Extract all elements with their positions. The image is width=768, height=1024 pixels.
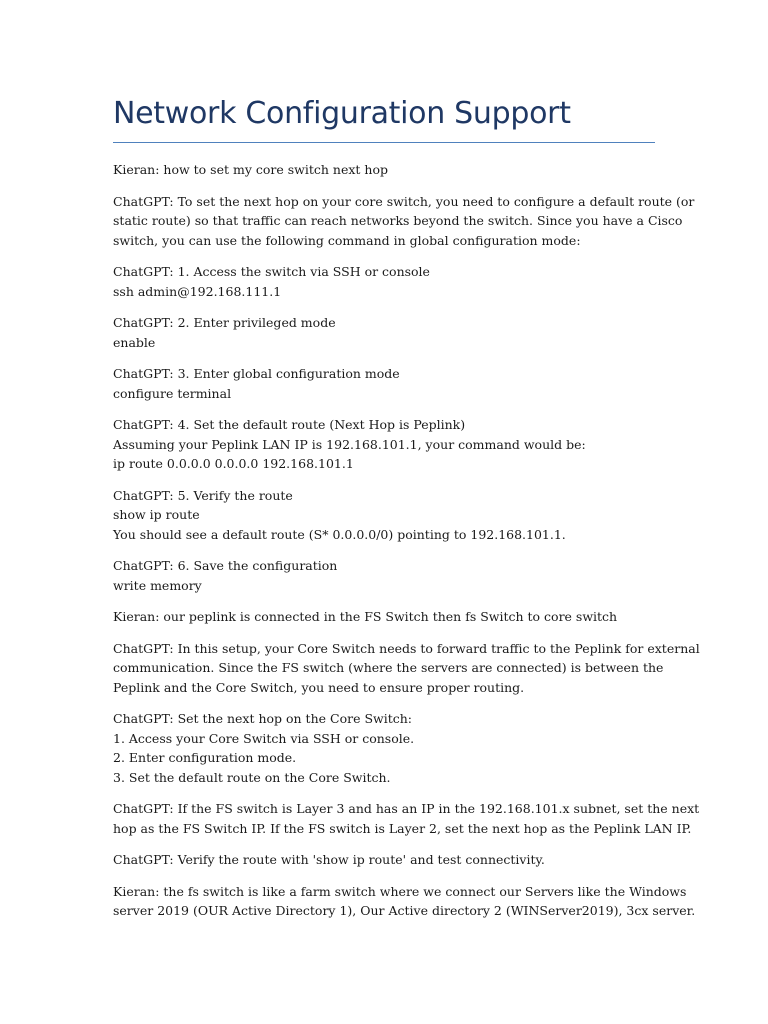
paragraph-line: show ip route xyxy=(113,507,200,522)
paragraph-line: Kieran: how to set my core switch next hop xyxy=(113,162,388,177)
paragraph-line: ChatGPT: 3. Enter global configuration mode xyxy=(113,366,400,381)
paragraph-line: You should see a default route (S* 0.0.0.0/0) pointing to 192.168.101.1. xyxy=(113,526,566,542)
chat-paragraph xyxy=(113,607,655,627)
paragraph-line: enable xyxy=(113,334,156,350)
chat-paragraph xyxy=(113,882,696,921)
paragraph-line: static route) so that traffic can reach networks beyond the switch. Since you have a Cisco xyxy=(113,213,683,228)
chat-paragraph xyxy=(113,799,700,838)
paragraph-line: ChatGPT: Verify the route with 'show ip route' and test connectivity. xyxy=(113,852,545,867)
document-body xyxy=(113,160,700,921)
paragraph-line: write memory xyxy=(113,577,202,593)
paragraph-line: ChatGPT: In this setup, your Core Switch needs to forward traffic to the Peplink for external xyxy=(113,640,700,656)
paragraph-line: hop as the FS Switch IP. If the FS switch is Layer 2, set the next hop as the Peplink LAN IP. xyxy=(113,820,692,836)
chat-paragraph xyxy=(113,415,655,474)
chat-paragraph xyxy=(113,192,695,251)
chat-paragraph xyxy=(113,313,655,352)
chat-paragraph xyxy=(113,639,700,698)
paragraph-line: communication. Since the FS switch (where the servers are connected) is between the xyxy=(113,660,664,675)
paragraph-line: ip route 0.0.0.0 0.0.0.0 192.168.101.1 xyxy=(113,456,354,471)
paragraph-line: Assuming your Peplink LAN IP is 192.168.101.1, your command would be: xyxy=(113,436,586,452)
chat-paragraph xyxy=(113,262,655,301)
chat-paragraph xyxy=(113,556,655,595)
paragraph-line: ChatGPT: 6. Save the configuration xyxy=(113,558,338,573)
chat-paragraph xyxy=(113,709,655,787)
chat-paragraph xyxy=(113,160,655,180)
paragraph-line: ChatGPT: Set the next hop on the Core Switch: xyxy=(113,711,412,726)
paragraph-line: ChatGPT: 5. Verify the route xyxy=(113,487,293,503)
paragraph-line: configure terminal xyxy=(113,385,232,401)
paragraph-line: ChatGPT: 1. Access the switch via SSH or console xyxy=(113,264,430,279)
paragraph-line: ssh admin@192.168.111.1 xyxy=(113,283,282,299)
paragraph-line: Peplink and the Core Switch, you need to ensure proper routing. xyxy=(113,679,525,695)
paragraph-line: ChatGPT: To set the next hop on your core switch, you need to configure a default route (or xyxy=(113,193,695,209)
chat-paragraph xyxy=(113,486,655,545)
paragraph-line: 2. Enter configuration mode. xyxy=(113,750,297,765)
chat-paragraph xyxy=(113,364,655,403)
paragraph-line: 3. Set the default route on the Core Switch. xyxy=(113,769,391,785)
paragraph-line: ChatGPT: 2. Enter privileged mode xyxy=(113,315,336,330)
paragraph-line: ChatGPT: 4. Set the default route (Next Hop is Peplink) xyxy=(113,417,466,432)
document-page xyxy=(113,94,700,933)
paragraph-line: switch, you can use the following command in global configuration mode: xyxy=(113,232,581,248)
paragraph-line: server 2019 (OUR Active Directory 1), Our Active directory 2 (WINServer2019), 3cx server. xyxy=(113,903,696,918)
chat-paragraph xyxy=(113,850,655,870)
paragraph-line: 1. Access your Core Switch via SSH or console. xyxy=(113,730,415,746)
document-title: Network Configuration Support xyxy=(113,94,655,143)
paragraph-line: Kieran: our peplink is connected in the FS Switch then fs Switch to core switch xyxy=(113,609,618,624)
paragraph-line: Kieran: the fs switch is like a farm switch where we connect our Servers like the Windows xyxy=(113,883,687,899)
paragraph-line: ChatGPT: If the FS switch is Layer 3 and has an IP in the 192.168.101.x subnet, set the next xyxy=(113,801,700,816)
